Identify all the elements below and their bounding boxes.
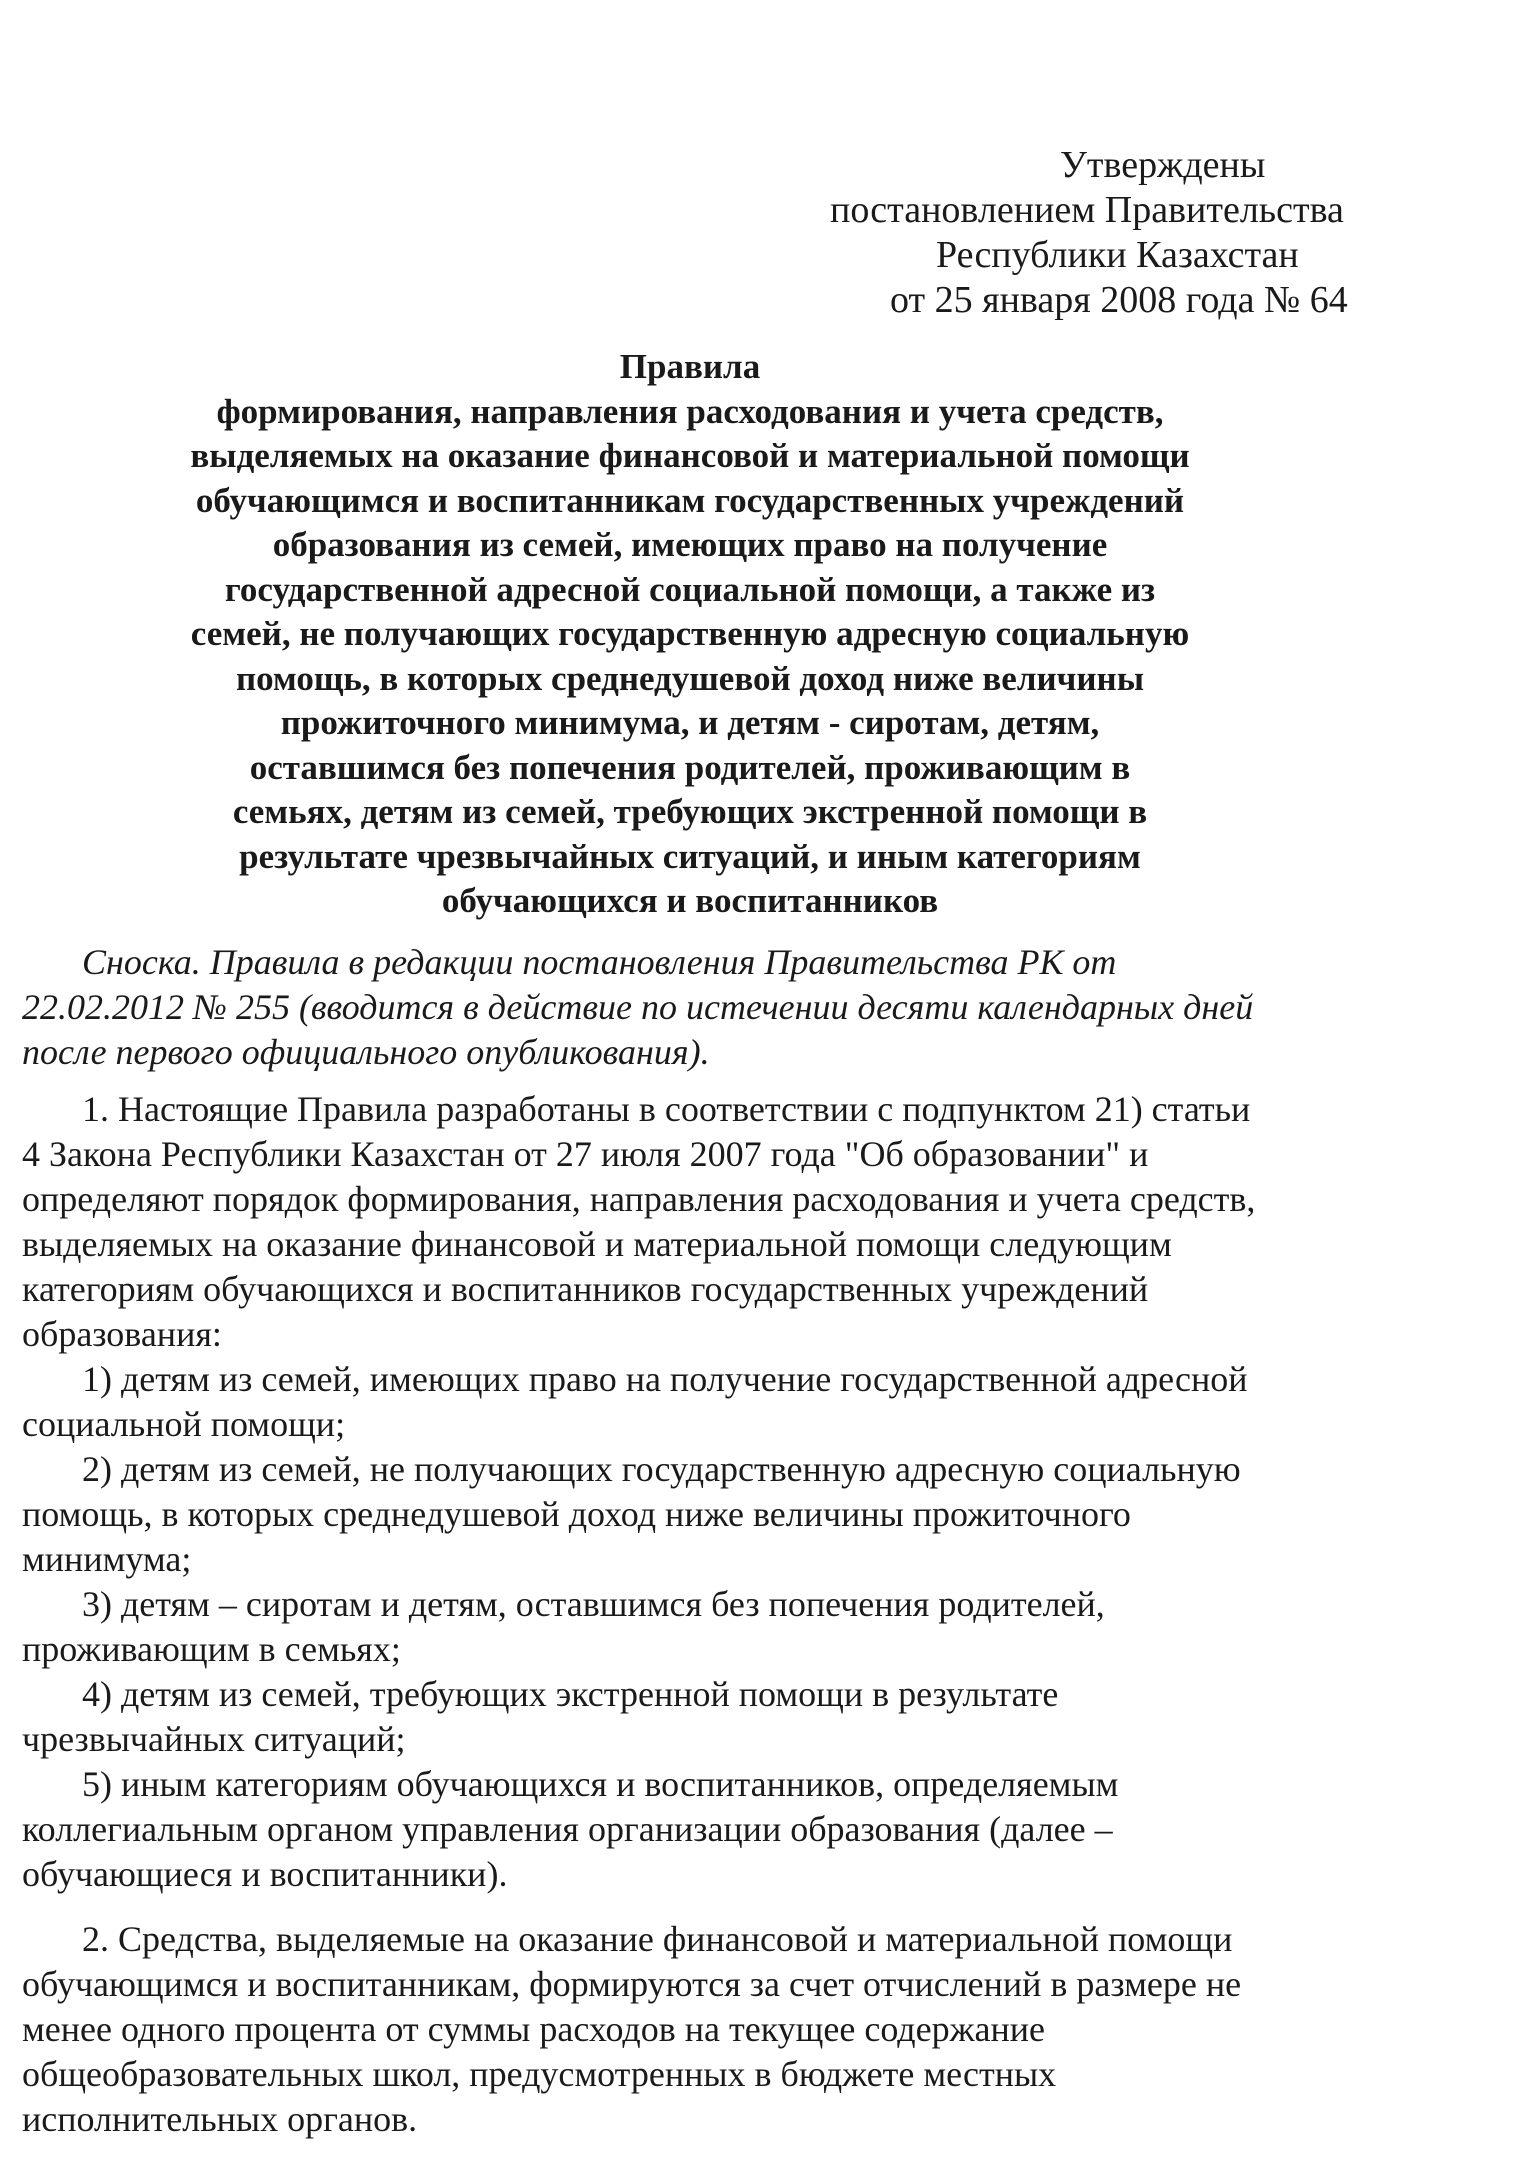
title-line: образования из семей, имеющих право на получение (272, 525, 1108, 564)
title-line: Правила (619, 347, 761, 386)
list-item-line: социальной помощи; (22, 1404, 346, 1444)
paragraph-2 (22, 1917, 1372, 2142)
title-line: семьях, детям из семей, требующих экстренной помощи в (232, 792, 1148, 831)
title-line: помощь, в которых среднедушевой доход ниже величины (235, 658, 1145, 698)
paragraph-line: исполнительных органов. (22, 2099, 418, 2139)
list-item-line: 1) детям из семей, имеющих право на получение государственной адресной (82, 1359, 1248, 1399)
list-item-line: 2) детям из семей, не получающих государственную адресную социальную (82, 1449, 1241, 1489)
title-line: обучающимся и воспитанникам государственных учреждений (195, 480, 1185, 520)
list-item-1 (22, 1357, 1372, 1447)
approval-line: Республики Казахстан (936, 234, 1299, 276)
paragraph-line: обучающимся и воспитанникам, формируются за счет отчислений в размере не (22, 1964, 1242, 2004)
list-item-3 (22, 1582, 1372, 1672)
title-line: формирования, направления расходования и учета средств, (216, 391, 1164, 431)
paragraph-line: категориям обучающихся и воспитанников государственных учреждений (22, 1269, 1149, 1309)
document-title (90, 345, 1290, 924)
list-item-line: проживающим в семьях; (22, 1629, 401, 1669)
list-item-line: обучающиеся и воспитанники). (22, 1854, 508, 1894)
footnote (22, 940, 1372, 1075)
paragraph-line: 2. Средства, выделяемые на оказание финансовой и материальной помощи (82, 1919, 1233, 1959)
paragraph-line: выделяемых на оказание финансовой и материальной помощи следующим (22, 1224, 1172, 1264)
title-line: оставшимся без попечения родителей, проживающим в (249, 747, 1131, 787)
paragraph-line: общеобразовательных школ, предусмотренных в бюджете местных (22, 2054, 1057, 2094)
footnote-line: 22.02.2012 № 255 (вводится в действие по истечении десяти календарных дней (22, 987, 1254, 1027)
list-item-5 (22, 1762, 1372, 1897)
footnote-line: после первого официального опубликования). (22, 1032, 710, 1072)
paragraph-line: образования: (22, 1314, 222, 1354)
paragraph-1 (22, 1087, 1372, 1357)
document-body (22, 940, 1372, 2142)
approval-line: от 25 января 2008 года № 64 (890, 279, 1348, 321)
title-line: прожиточного минимума, и детям - сиротам, детям, (280, 703, 1100, 742)
list-item-line: чрезвычайных ситуаций; (22, 1719, 406, 1759)
paragraph-line: менее одного процента от суммы расходов на текущее содержание (22, 2009, 1045, 2049)
paragraph-line: 4 Закона Республики Казахстан от 27 июля 2007 года "Об образовании" и (22, 1134, 1149, 1174)
approval-stamp (780, 143, 1360, 323)
list-item-line: коллегиальным органом управления организации образования (далее – (22, 1809, 1113, 1849)
footnote-line: Сноска. Правила в редакции постановления Правительства РК от (82, 942, 1117, 982)
list-item-2 (22, 1447, 1372, 1582)
paragraph-line: 1. Настоящие Правила разработаны в соответствии с подпунктом 21) статьи (82, 1089, 1251, 1129)
title-line: обучающихся и воспитанников (441, 881, 939, 920)
list-item-line: 3) детям – сиротам и детям, оставшимся без попечения родителей, (82, 1584, 1105, 1624)
list-item-line: помощь, в которых среднедушевой доход ниже величины прожиточного (22, 1494, 1131, 1534)
approval-line: Утверждены (1060, 144, 1266, 186)
title-line: семей, не получающих государственную адресную социальную (190, 614, 1190, 653)
approval-line: постановлением Правительства (830, 189, 1344, 231)
title-line: результате чрезвычайных ситуаций, и иным категориям (239, 836, 1141, 876)
paragraph-line: определяют порядок формирования, направления расходования и учета средств, (22, 1179, 1256, 1219)
list-item-line: минимума; (22, 1539, 192, 1579)
title-line: выделяемых на оказание финансовой и материальной помощи (190, 436, 1190, 475)
title-line: государственной адресной социальной помощи, а также из (224, 569, 1156, 609)
list-item-line: 5) иным категориям обучающихся и воспитанников, определяемым (82, 1764, 1119, 1804)
list-item-line: 4) детям из семей, требующих экстренной помощи в результате (82, 1674, 1059, 1714)
list-item-4 (22, 1672, 1372, 1762)
